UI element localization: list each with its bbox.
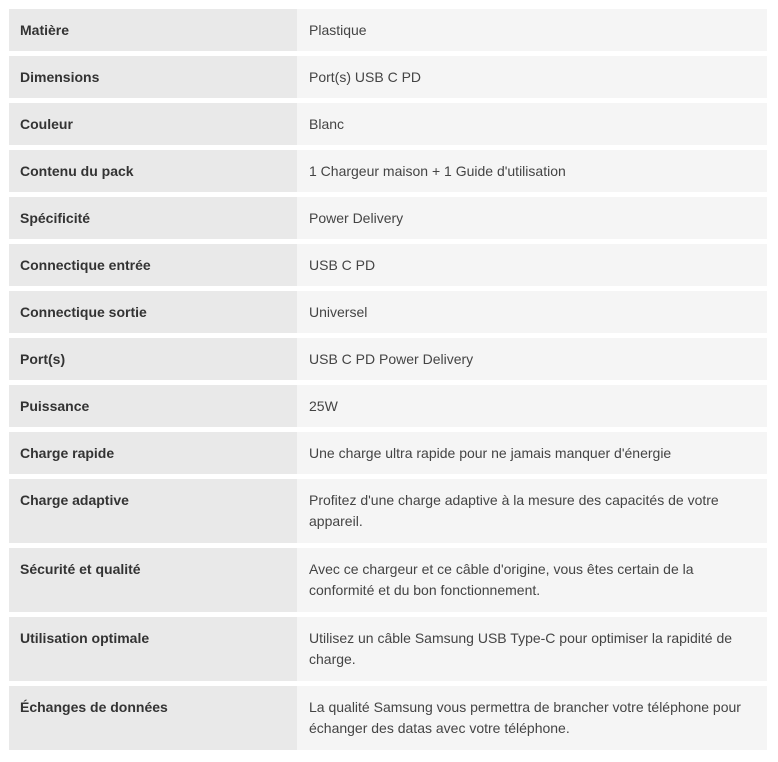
- spec-value: Profitez d'une charge adaptive à la mesure des capacités de votre appareil.: [297, 479, 767, 543]
- spec-row-connectique-sortie: [9, 291, 767, 333]
- spec-label: Matière: [9, 9, 297, 51]
- spec-row-connectique-entree: [9, 244, 767, 286]
- spec-label: Connectique sortie: [9, 291, 297, 333]
- spec-value: Une charge ultra rapide pour ne jamais manquer d'énergie: [297, 432, 767, 474]
- spec-row-utilisation-optimale: [9, 617, 767, 681]
- spec-label: Échanges de données: [9, 686, 297, 750]
- spec-value: Port(s) USB C PD: [297, 56, 767, 98]
- spec-value: Power Delivery: [297, 197, 767, 239]
- spec-row-matiere: [9, 9, 767, 51]
- spec-row-contenu-du-pack: [9, 150, 767, 192]
- spec-row-specificite: [9, 197, 767, 239]
- spec-label: Puissance: [9, 385, 297, 427]
- spec-value: Plastique: [297, 9, 767, 51]
- spec-label: Dimensions: [9, 56, 297, 98]
- spec-row-charge-adaptive: [9, 479, 767, 543]
- spec-value: 1 Chargeur maison + 1 Guide d'utilisation: [297, 150, 767, 192]
- spec-label: Sécurité et qualité: [9, 548, 297, 612]
- spec-label: Connectique entrée: [9, 244, 297, 286]
- spec-label: Couleur: [9, 103, 297, 145]
- spec-row-charge-rapide: [9, 432, 767, 474]
- spec-label: Utilisation optimale: [9, 617, 297, 681]
- spec-row-dimensions: [9, 56, 767, 98]
- spec-value: Blanc: [297, 103, 767, 145]
- product-specifications-table: [9, 9, 767, 755]
- spec-label: Charge rapide: [9, 432, 297, 474]
- spec-value: USB C PD Power Delivery: [297, 338, 767, 380]
- spec-value: Utilisez un câble Samsung USB Type-C pour optimiser la rapidité de charge.: [297, 617, 767, 681]
- spec-value: USB C PD: [297, 244, 767, 286]
- spec-label: Port(s): [9, 338, 297, 380]
- spec-value: Avec ce chargeur et ce câble d'origine, vous êtes certain de la conformité et du bon fonctionnement.: [297, 548, 767, 612]
- spec-value: Universel: [297, 291, 767, 333]
- spec-row-echanges-de-donnees: [9, 686, 767, 750]
- spec-row-ports: [9, 338, 767, 380]
- spec-value: 25W: [297, 385, 767, 427]
- spec-row-securite-et-qualite: [9, 548, 767, 612]
- spec-row-puissance: [9, 385, 767, 427]
- spec-label: Spécificité: [9, 197, 297, 239]
- spec-label: Contenu du pack: [9, 150, 297, 192]
- spec-value: La qualité Samsung vous permettra de brancher votre téléphone pour échanger des datas avec votre téléphone.: [297, 686, 767, 750]
- spec-label: Charge adaptive: [9, 479, 297, 543]
- spec-row-couleur: [9, 103, 767, 145]
